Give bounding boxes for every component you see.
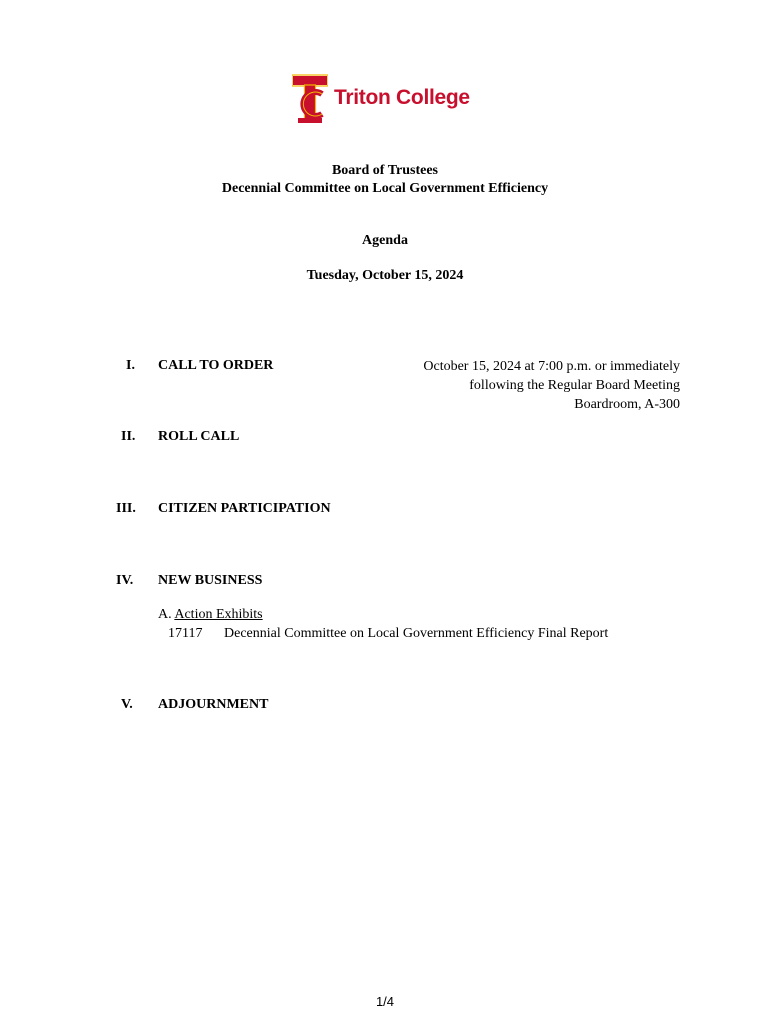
- tc-monogram-icon: [292, 74, 328, 124]
- details-line: October 15, 2024 at 7:00 p.m. or immediately: [423, 359, 680, 374]
- triton-college-logo: [292, 74, 492, 126]
- agenda-item-number: III.: [116, 501, 136, 516]
- agenda-item-number: IV.: [116, 573, 134, 588]
- agenda-item-number: I.: [126, 358, 135, 373]
- logo-wordmark: Triton College: [334, 86, 470, 109]
- meeting-date: Tuesday, October 15, 2024: [306, 268, 464, 283]
- call-to-order-details: [423, 357, 680, 414]
- agenda-item-title: CITIZEN PARTICIPATION: [158, 501, 331, 516]
- exhibit-title: Decennial Committee on Local Government Efficiency Final Report: [224, 626, 609, 641]
- exhibit-number: 17117: [168, 626, 203, 641]
- header-line-committee: Decennial Committee on Local Government Efficiency: [221, 181, 549, 196]
- agenda-item-title: ADJOURNMENT: [158, 697, 269, 712]
- details-line: Boardroom, A-300: [574, 397, 680, 412]
- new-business-subheading: [158, 605, 263, 624]
- agenda-item-title: NEW BUSINESS: [158, 573, 263, 588]
- document-header: [0, 162, 770, 198]
- page-indicator: 1/4: [375, 994, 395, 1009]
- agenda-item-title: CALL TO ORDER: [158, 358, 274, 373]
- sub-letter: A.: [158, 607, 172, 622]
- agenda-item-number: V.: [121, 697, 133, 712]
- header-line-board: Board of Trustees: [331, 163, 439, 178]
- agenda-item-number: II.: [121, 429, 136, 444]
- agenda-item-title: ROLL CALL: [158, 429, 240, 444]
- action-exhibits-heading: Action Exhibits: [174, 607, 263, 622]
- details-line: following the Regular Board Meeting: [469, 378, 680, 393]
- exhibit-entry: [168, 624, 608, 643]
- document-type-heading: Agenda: [362, 233, 408, 248]
